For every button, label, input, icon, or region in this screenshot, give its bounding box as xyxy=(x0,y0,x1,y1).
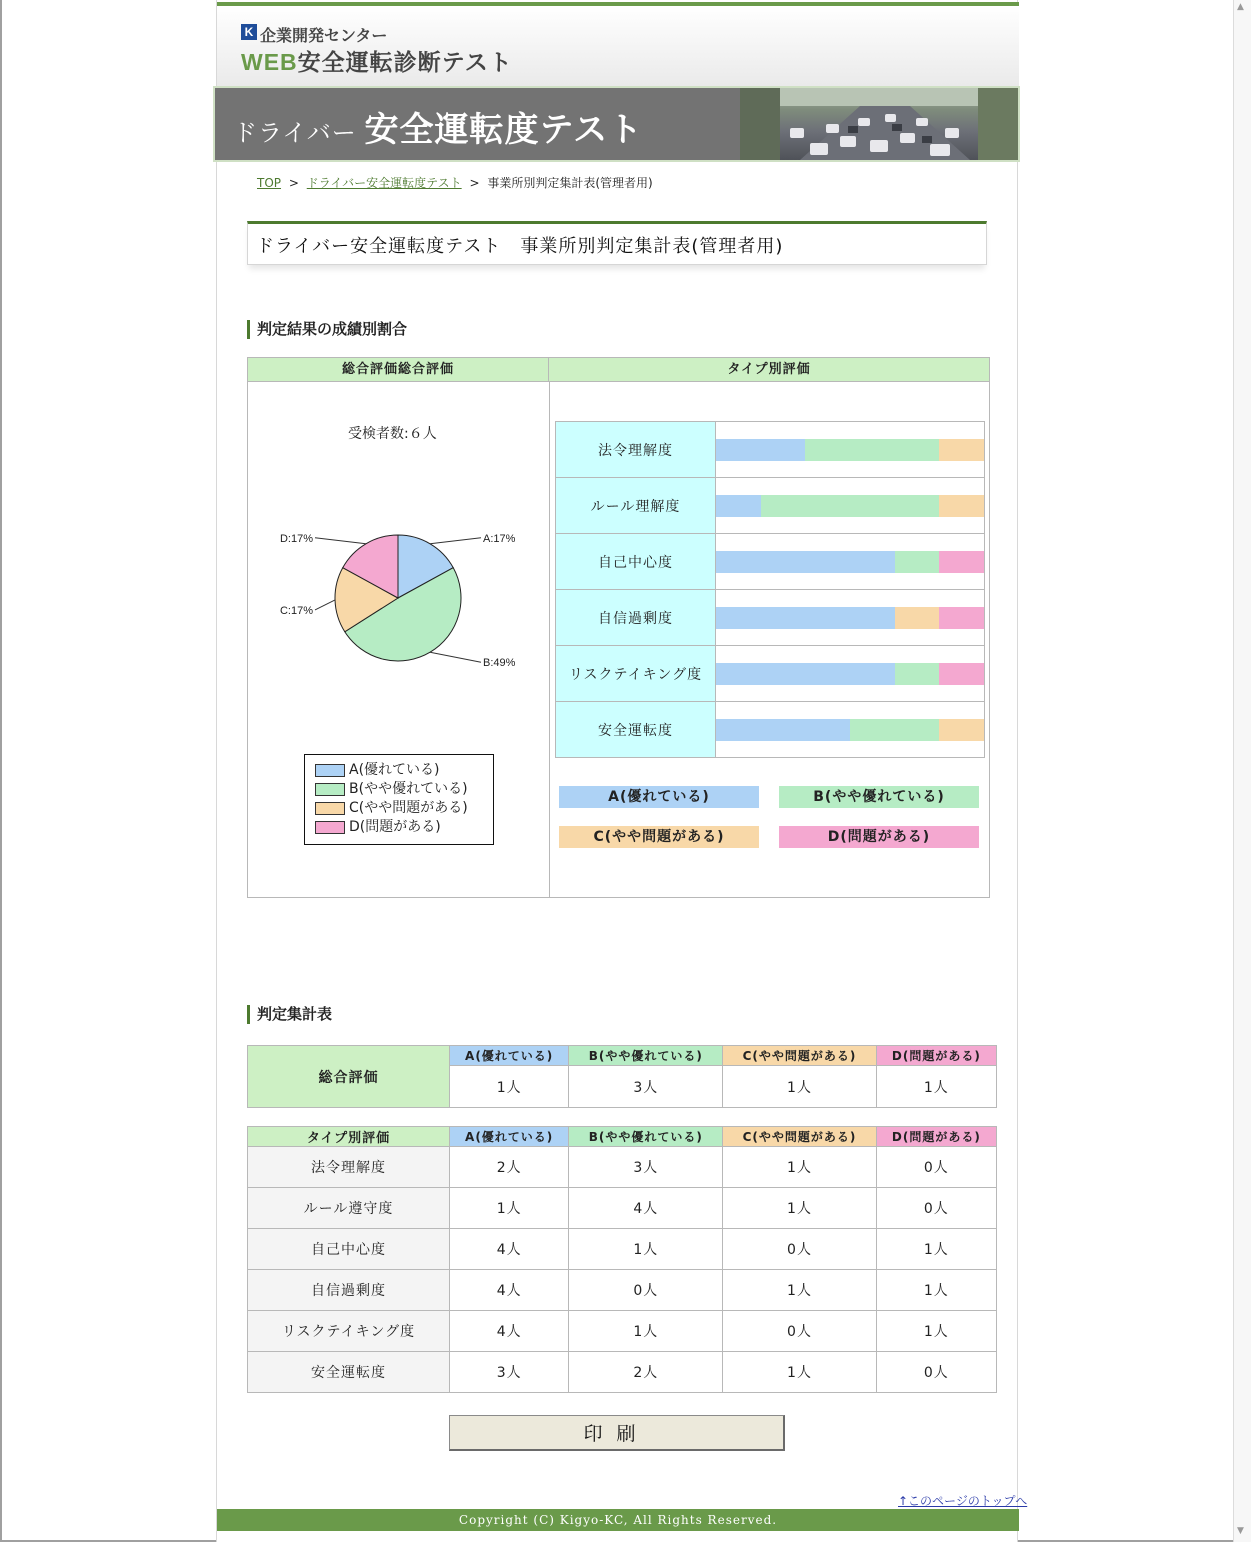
pie-label-a: A:17% xyxy=(483,532,516,545)
pie-legend xyxy=(304,754,494,845)
type-bar-label: 安全運転度 xyxy=(556,702,716,758)
page-container xyxy=(216,0,1028,1542)
type-bar-cell xyxy=(716,646,985,702)
pie-label-c: C:17% xyxy=(279,604,313,617)
type-bar-segment-b xyxy=(895,551,940,573)
legend-swatch-a xyxy=(315,764,345,777)
legend-label-c: C(やや問題がある) xyxy=(349,800,468,816)
type-summary-label: タイプ別評価 xyxy=(248,1127,450,1147)
type-key-b: B(やや優れている) xyxy=(779,786,979,808)
table-row xyxy=(248,1188,997,1229)
traffic-photo-graphic xyxy=(740,88,1018,160)
table-row xyxy=(248,1352,997,1393)
row-label: リスクテイキング度 xyxy=(248,1311,450,1352)
count-cell: 1人 xyxy=(723,1352,876,1393)
count-cell: 1人 xyxy=(876,1311,996,1352)
overall-summary-label: 総合評価 xyxy=(248,1046,450,1108)
col-header-d: D(問題がある) xyxy=(876,1046,996,1066)
col-header-a: A(優れている) xyxy=(450,1127,569,1147)
type-bar-cell xyxy=(716,534,985,590)
count-cell: 0人 xyxy=(876,1188,996,1229)
type-summary-table xyxy=(247,1126,997,1393)
col-header-a: A(優れている) xyxy=(450,1046,569,1066)
overall-count-d: 1人 xyxy=(876,1066,996,1108)
banner-title-small: ドライバー xyxy=(233,120,357,147)
examinee-count: 受検者数:６人 xyxy=(348,426,437,442)
type-stacked-bar xyxy=(716,663,984,685)
count-cell: 4人 xyxy=(450,1229,569,1270)
type-bar-label: 自己中心度 xyxy=(556,534,716,590)
type-stacked-bar xyxy=(716,551,984,573)
company-logo-icon: K xyxy=(241,24,257,40)
count-cell: 1人 xyxy=(723,1188,876,1229)
type-bar-row xyxy=(556,590,985,646)
breadcrumb xyxy=(257,174,653,191)
results-panel xyxy=(247,357,990,898)
col-header-c: C(やや問題がある) xyxy=(723,1046,876,1066)
company-name: 企業開発センター xyxy=(260,28,388,45)
table-row xyxy=(248,1311,997,1352)
type-bar-segment-c xyxy=(895,607,940,629)
site-header xyxy=(217,6,1019,86)
type-bar-segment-a xyxy=(716,495,761,517)
page-title-box xyxy=(247,221,987,265)
count-cell: 1人 xyxy=(723,1270,876,1311)
type-key-c: C(やや問題がある) xyxy=(559,826,759,848)
scroll-up-icon[interactable]: ▲ xyxy=(1237,2,1244,12)
type-bar-segment-d xyxy=(939,607,984,629)
count-cell: 0人 xyxy=(723,1311,876,1352)
row-label: 自己中心度 xyxy=(248,1229,450,1270)
row-label: ルール遵守度 xyxy=(248,1188,450,1229)
type-bar-segment-c xyxy=(939,719,984,741)
pie-label-d: D:17% xyxy=(279,532,313,545)
type-bar-row xyxy=(556,702,985,758)
overall-header: 総合評価総合評価 xyxy=(248,358,549,382)
legend-item-d xyxy=(315,818,483,837)
type-bar-segment-b xyxy=(895,663,940,685)
type-bar-segment-a xyxy=(716,663,895,685)
type-stacked-bar xyxy=(716,607,984,629)
legend-label-b: B(やや優れている) xyxy=(349,781,468,797)
page-banner xyxy=(213,86,1020,162)
type-header: タイプ別評価 xyxy=(549,358,989,382)
pie-leader-c xyxy=(315,600,335,610)
legend-label-a: A(優れている) xyxy=(349,762,440,778)
section-title-summary: 判定集計表 xyxy=(247,1005,332,1024)
app-title-rest: 安全運転診断テスト xyxy=(297,49,513,75)
count-cell: 0人 xyxy=(723,1229,876,1270)
count-cell: 0人 xyxy=(876,1352,996,1393)
breadcrumb-separator: > xyxy=(469,176,480,190)
count-cell: 4人 xyxy=(450,1270,569,1311)
table-row xyxy=(248,1229,997,1270)
overall-count-b: 3人 xyxy=(569,1066,723,1108)
count-cell: 3人 xyxy=(569,1147,723,1188)
banner-title-big: 安全運転度テスト xyxy=(364,111,644,149)
type-stacked-bar xyxy=(716,719,984,741)
overall-pie-chart xyxy=(268,518,528,678)
type-bar-segment-d xyxy=(939,663,984,685)
type-bar-cell xyxy=(716,590,985,646)
count-cell: 0人 xyxy=(569,1270,723,1311)
type-bar-cell xyxy=(716,478,985,534)
type-bar-cell xyxy=(716,422,985,478)
table-row xyxy=(248,1270,997,1311)
count-cell: 2人 xyxy=(450,1147,569,1188)
legend-label-d: D(問題がある) xyxy=(349,819,441,835)
breadcrumb-current: 事業所別判定集計表(管理者用) xyxy=(487,176,653,190)
count-cell: 1人 xyxy=(876,1229,996,1270)
print-button[interactable]: 印刷 xyxy=(449,1415,785,1451)
legend-swatch-c xyxy=(315,802,345,815)
count-cell: 2人 xyxy=(569,1352,723,1393)
window-frame-left xyxy=(0,0,2,1542)
col-header-b: B(やや優れている) xyxy=(569,1127,723,1147)
scroll-down-icon[interactable]: ▼ xyxy=(1237,1526,1244,1536)
row-label: 自信過剰度 xyxy=(248,1270,450,1311)
panel-divider xyxy=(549,382,550,897)
app-title xyxy=(241,44,513,77)
col-header-b: B(やや優れている) xyxy=(569,1046,723,1066)
pie-label-b: B:49% xyxy=(483,657,516,670)
count-cell: 1人 xyxy=(723,1147,876,1188)
type-bar-row xyxy=(556,646,985,702)
type-bar-segment-b xyxy=(805,439,939,461)
app-title-web: WEB xyxy=(241,49,298,75)
pie-leader-a xyxy=(430,538,481,544)
breadcrumb-separator: > xyxy=(288,176,299,190)
legend-swatch-d xyxy=(315,821,345,834)
count-cell: 1人 xyxy=(569,1229,723,1270)
breadcrumb-top-link[interactable]: TOP xyxy=(257,176,282,190)
type-bar-chart xyxy=(555,421,985,758)
type-bar-cell xyxy=(716,702,985,758)
type-bar-segment-d xyxy=(939,551,984,573)
footer-copyright: Copyright (C) Kigyo-KC, All Rights Reserved. xyxy=(217,1509,1019,1531)
row-label: 安全運転度 xyxy=(248,1352,450,1393)
col-header-c: C(やや問題がある) xyxy=(723,1127,876,1147)
type-stacked-bar xyxy=(716,495,984,517)
breadcrumb-test-link[interactable]: ドライバー安全運転度テスト xyxy=(306,176,462,190)
count-cell: 1人 xyxy=(569,1311,723,1352)
type-key-d: D(問題がある) xyxy=(779,826,979,848)
vertical-scrollbar[interactable] xyxy=(1233,0,1251,1542)
back-to-top-link[interactable]: ↑このページのトップへ xyxy=(898,1494,1028,1508)
overall-count-a: 1人 xyxy=(450,1066,569,1108)
type-bar-segment-c xyxy=(939,495,984,517)
type-bar-label: 自信過剰度 xyxy=(556,590,716,646)
type-stacked-bar xyxy=(716,439,984,461)
page-title: ドライバー安全運転度テスト 事業所別判定集計表(管理者用) xyxy=(256,236,784,257)
traffic-photo xyxy=(740,88,1018,160)
type-bar-segment-a xyxy=(716,439,805,461)
count-cell: 4人 xyxy=(569,1188,723,1229)
type-bar-segment-c xyxy=(939,439,984,461)
count-cell: 1人 xyxy=(450,1188,569,1229)
pie-leader-b xyxy=(430,652,481,662)
type-bar-label: リスクテイキング度 xyxy=(556,646,716,702)
overall-count-c: 1人 xyxy=(723,1066,876,1108)
type-bar-segment-a xyxy=(716,719,850,741)
type-bar-label: 法令理解度 xyxy=(556,422,716,478)
type-bar-row xyxy=(556,478,985,534)
type-bar-label: ルール理解度 xyxy=(556,478,716,534)
row-label: 法令理解度 xyxy=(248,1147,450,1188)
type-bar-segment-b xyxy=(850,719,939,741)
count-cell: 0人 xyxy=(876,1147,996,1188)
legend-item-b xyxy=(315,780,483,799)
legend-item-a xyxy=(315,761,483,780)
legend-item-c xyxy=(315,799,483,818)
count-cell: 4人 xyxy=(450,1311,569,1352)
count-cell: 1人 xyxy=(876,1270,996,1311)
type-bar-segment-a xyxy=(716,607,895,629)
type-bar-segment-a xyxy=(716,551,895,573)
table-row xyxy=(248,1147,997,1188)
count-cell: 3人 xyxy=(450,1352,569,1393)
type-bar-row xyxy=(556,534,985,590)
type-bar-row xyxy=(556,422,985,478)
overall-summary-table xyxy=(247,1045,997,1108)
type-bar-segment-b xyxy=(761,495,940,517)
section-title-ratio: 判定結果の成績別割合 xyxy=(247,320,407,339)
col-header-d: D(問題がある) xyxy=(876,1127,996,1147)
legend-swatch-b xyxy=(315,783,345,796)
banner-title xyxy=(233,102,643,151)
type-key-a: A(優れている) xyxy=(559,786,759,808)
pie-leader-d xyxy=(315,538,366,544)
